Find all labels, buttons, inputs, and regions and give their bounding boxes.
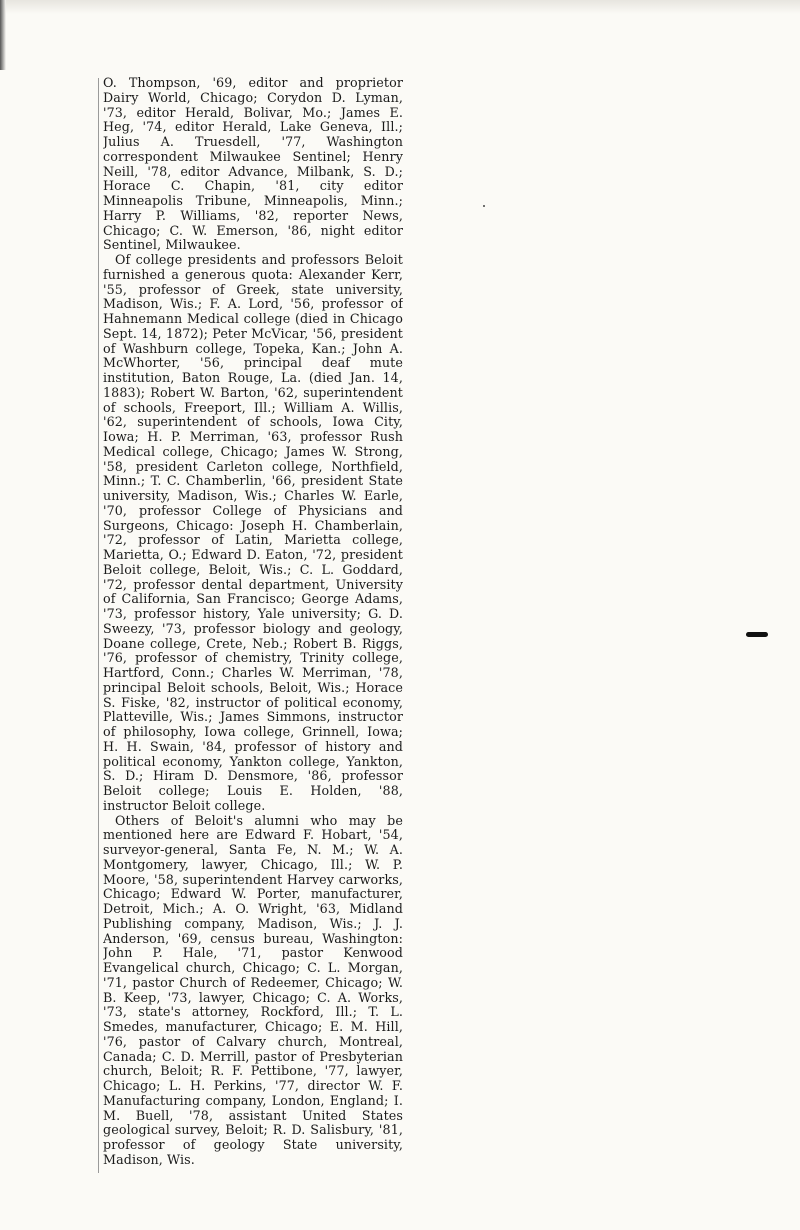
paragraph-college-presidents: Of college presidents and professors Beloit furnished a generous quota: Alexander Kerr, '55, professor of Greek, state university, Madison, Wis.; F. A. Lord, '56, professor of Hahnemann Medical college (died in Chicago Sept. 14, 1872); Peter McVicar, '56, president of Washburn college, Topeka, Kan.; John A. McWhorter, '56, principal deaf mute institution, Baton Rouge, La. (died Jan. 14, 1883); Robert W. Barton, '62, superintendent of schools, Freeport, Ill.; William A. Willis, '62, superintendent of schools, Iowa City, Iowa; H. P. Merriman, '63, professor Rush Medical college, Chicago; James W. Strong, '58, president Carleton college, Northfield, Minn.; T. C. Chamberlin, '66, president State university, Madison, Wis.; Charles W. Earle, '70, professor College of Physicians and Surgeons, Chicago: Joseph H. Chamberlain, '72, professor of Latin, Marietta college, Marietta, O.; Edward D. Eaton, '72, president Beloit college, Beloit, Wis.; C. L. Goddard, '72, professor dental department, University of California, San Francisco; George Adams, '73, professor history, Yale university; G. D. Sweezy, '73, professor biology and geology, Doane college, Crete, Neb.; Robert B. Riggs, '76, professor of chemistry, Trinity college, Hartford, Conn.; Charles W. Merriman, '78, principal Beloit schools, Beloit, Wis.; Horace S. Fiske, '82, instructor of political economy, Platteville, Wis.; James Simmons, instructor of philosophy, Iowa college, Grinnell, Iowa; H. H. Swain, '84, professor of history and political economy, Yankton college, Yankton, S. D.; Hiram D. Densmore, '86, professor Beloit college; Louis E. Holden, '88, instructor Beloit college.: [103, 252, 403, 813]
ink-smudge: [746, 632, 768, 637]
column-rule: [98, 78, 99, 1173]
page-top-edge: [0, 0, 800, 14]
paragraph-other-alumni: Others of Beloit's alumni who may be mentioned here are Edward F. Hobart, '54, surveyor-general, Santa Fe, N. M.; W. A. Montgomery, lawyer, Chicago, Ill.; W. P. Moore, '58, superintendent Harvey carworks, Chicago; Edward W. Porter, manufacturer, Detroit, Mich.; A. O. Wright, '63, Midland Publishing company, Madison, Wis.; J. J. Anderson, '69, census bureau, Washington: John P. Hale, '71, pastor Kenwood Evangelical church, Chicago; C. L. Morgan, '71, pastor Church of Redeemer, Chicago; W. B. Keep, '73, lawyer, Chicago; C. A. Works, '73, state's attorney, Rockford, Ill.; T. L. Smedes, manufacturer, Chicago; E. M. Hill, '76, pastor of Calvary church, Montreal, Canada; C. D. Merrill, pastor of Presbyterian church, Beloit; R. F. Pettibone, '77, lawyer, Chicago; L. H. Perkins, '77, director W. F. Manufacturing company, London, England; I. M. Buell, '78, assistant United States geological survey, Beloit; R. D. Salisbury, '81, professor of geology State university, Madison, Wis.: [103, 812, 403, 1167]
newspaper-clipping: [103, 76, 403, 1171]
text-column: [103, 76, 403, 1168]
page-left-edge: [0, 0, 6, 70]
paragraph-editors: O. Thompson, '69, editor and proprietor Dairy World, Chicago; Corydon D. Lyman, '73, editor Herald, Bolivar, Mo.; James E. Heg, '74, editor Herald, Lake Geneva, Ill.; Julius A. Truesdell, '77, Washington correspondent Milwaukee Sentinel; Henry Neill, '78, editor Advance, Milbank, S. D.; Horace C. Chapin, '81, city editor Minneapolis Tribune, Minneapolis, Minn.; Harry P. Williams, '82, reporter News, Chicago; C. W. Emerson, '86, night editor Sentinel, Milwaukee.: [103, 76, 403, 253]
ink-speck: [483, 205, 485, 207]
